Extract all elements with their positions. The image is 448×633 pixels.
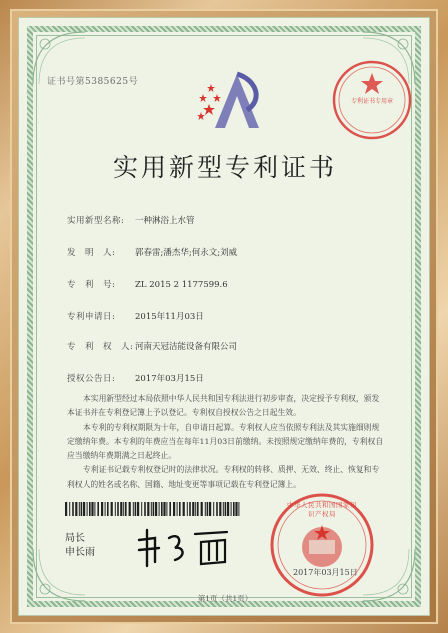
barcode-bar (89, 502, 91, 516)
barcode-bar (189, 502, 191, 516)
barcode-bar (117, 502, 119, 516)
issue-date: 2017年03月15日 (293, 568, 358, 577)
field-value: 2015年11月03日 (135, 312, 204, 322)
barcode-bar (195, 502, 196, 516)
field-value: 2017年03月15日 (135, 374, 204, 384)
seal-big-text: 中华人民共和国国家知识产权局 (287, 501, 357, 518)
handwritten-signature-icon (131, 522, 235, 570)
barcode-bar (233, 502, 235, 516)
certificate-title: 实用新型专利证书 (112, 153, 337, 182)
field-application-date (67, 310, 204, 322)
barcode-bar (101, 502, 103, 516)
field-value: ZL 2015 2 1177599.6 (135, 280, 228, 290)
barcode-bar (205, 502, 206, 516)
barcode-bar (129, 502, 131, 516)
field-grant-date (67, 372, 204, 384)
sipo-logo-icon (197, 70, 277, 132)
barcode-bar (235, 502, 237, 516)
barcode-bar (227, 502, 229, 516)
barcode-bar (197, 502, 199, 516)
barcode-bar (179, 502, 181, 516)
barcode-bar (94, 502, 95, 516)
field-utility-model-name (67, 214, 195, 226)
field-label: 实用新型名称: (67, 216, 125, 226)
barcode-bar (192, 502, 194, 516)
barcode-icon (65, 502, 240, 516)
barcode-bar (166, 502, 167, 516)
barcode-bar (69, 502, 70, 516)
barcode-bar (83, 502, 85, 516)
barcode-bar (97, 502, 99, 516)
barcode-bar (231, 502, 232, 516)
barcode-bar (219, 502, 221, 516)
field-patent-number (67, 278, 228, 290)
page-number: 第1页（共1页） (197, 594, 253, 603)
field-value: 一种淋浴上水管 (135, 216, 195, 226)
barcode-bar (151, 502, 152, 516)
barcode-bar (65, 502, 67, 516)
barcode-bar (115, 502, 116, 516)
barcode-bar (81, 502, 83, 516)
signature-role: 局长 (65, 533, 85, 544)
barcode-bar (135, 502, 137, 516)
barcode-bar (207, 502, 209, 516)
barcode-bar (159, 502, 160, 516)
barcode-bar (187, 502, 188, 516)
barcode-bar (137, 502, 139, 516)
field-value: 郭春雷;潘杰华;何永文;刘威 (135, 248, 238, 258)
barcode-bar (213, 502, 214, 516)
barcode-bar (177, 502, 178, 516)
signature-name: 申长雨 (65, 547, 95, 558)
barcode-bar (91, 502, 93, 516)
certificate-number: 证书号第5385625号 (47, 77, 139, 87)
field-inventor (67, 246, 237, 258)
signature-block (65, 532, 95, 560)
barcode-bar (141, 502, 142, 516)
barcode-bar (111, 502, 113, 516)
barcode-bar (72, 502, 74, 516)
field-value: 河南天冠洁能设备有限公司 (135, 342, 238, 352)
barcode-bar (87, 502, 88, 516)
barcode-bar (120, 502, 122, 516)
barcode-bar (201, 502, 203, 516)
barcode-bar (107, 502, 109, 516)
barcode-bar (125, 502, 127, 516)
barcode-bar (238, 502, 239, 516)
barcode-bar (225, 502, 227, 516)
barcode-bar (216, 502, 218, 516)
barcode-bar (163, 502, 165, 516)
field-label: 专 利 号: (67, 280, 116, 290)
field-label: 专利申请日: (67, 312, 116, 322)
body-paragraph: 专利证书记载专利权登记时的法律状况。专利权的转移、质押、无效、终止、恢复和专利权人的姓名或名称、国籍、地址变更等事项记载在专利登记簿上。 (67, 465, 380, 489)
field-label: 专 利 权 人: (67, 342, 134, 352)
barcode-bar (79, 502, 80, 516)
barcode-bar (147, 502, 149, 516)
body-paragraph: 本专利的专利权期限为十年，自申请日起算。专利权人应当依照专利法及其实施细则规定缴纳年费。本专利的年费应当在每年11月03日前缴纳。未按照规定缴纳年费的，专利权自应当缴纳年费期满之日起终止。 (67, 422, 384, 461)
field-patentee (67, 340, 237, 352)
barcode-bar (155, 502, 157, 516)
seal-small-text: 专利证书专用章 (350, 98, 393, 105)
barcode-bar (144, 502, 146, 516)
barcode-bar (183, 502, 185, 516)
barcode-bar (169, 502, 171, 516)
barcode-bar (105, 502, 106, 516)
barcode-bar (75, 502, 77, 516)
barcode-bar (153, 502, 155, 516)
barcode-bar (133, 502, 134, 516)
barcode-bar (123, 502, 124, 516)
barcode-bar (161, 502, 163, 516)
field-label: 发 明 人: (67, 248, 116, 258)
certificate-body (67, 392, 387, 492)
certificate-paper (18, 17, 430, 616)
barcode-bar (223, 502, 224, 516)
field-label: 授权公告日: (67, 374, 116, 384)
barcode-bar (209, 502, 211, 516)
barcode-bar (173, 502, 175, 516)
body-paragraph: 本实用新型经过本局依照中华人民共和国专利法进行初步审查，决定授予专利权，颁发本证书并在专利登记簿上予以登记。专利权自授权公告之日起生效。 (67, 394, 380, 418)
